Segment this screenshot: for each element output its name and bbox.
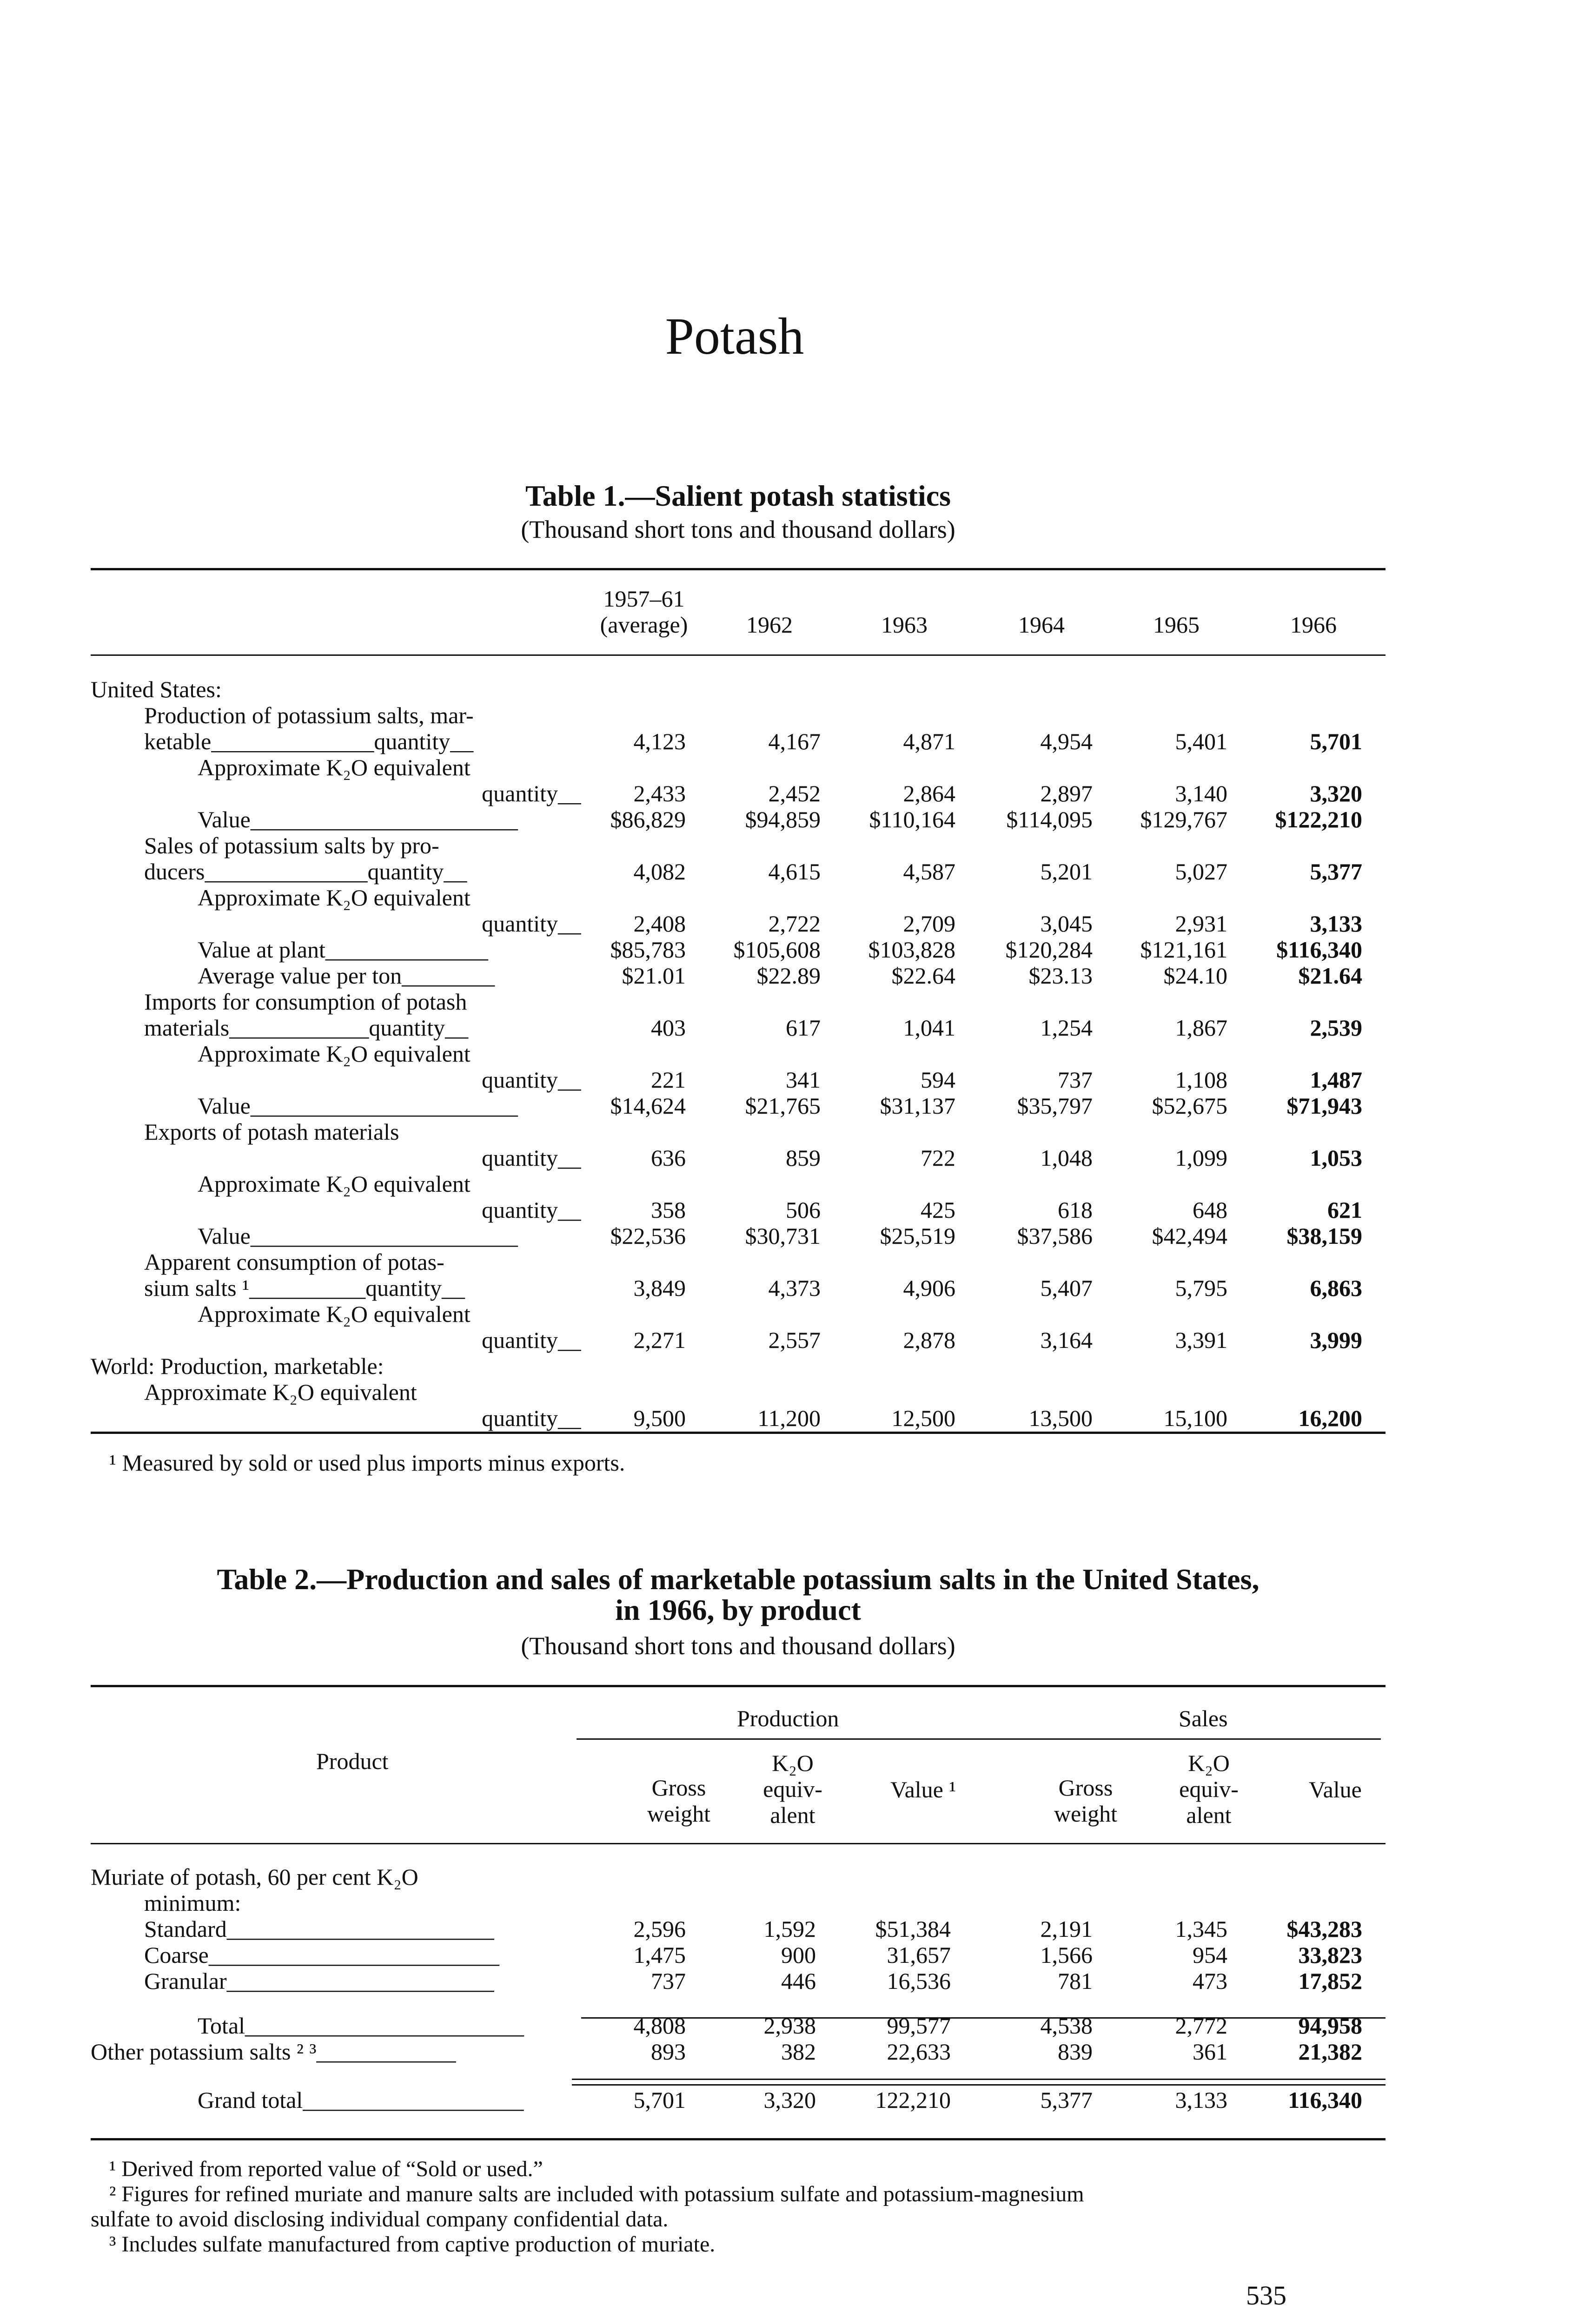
cell-value: 5,401 [1175, 728, 1227, 754]
cell-value: 11,200 [757, 1405, 821, 1431]
table-row [91, 676, 1385, 702]
cell-value: 954 [1193, 1942, 1227, 1968]
cell-value: 99,577 [887, 2013, 951, 2039]
table1-top-rule [91, 568, 1385, 570]
table-row [91, 1916, 1385, 1942]
table2-header [91, 1692, 1385, 1841]
cell-value: 1,475 [633, 1942, 686, 1968]
cell-value: $43,283 [1286, 1916, 1362, 1942]
cell-value: 1,254 [1040, 1015, 1093, 1041]
cell-value: $51,384 [875, 1916, 951, 1942]
cell-value: $103,828 [868, 937, 955, 963]
row-label: quantity__ [482, 1067, 581, 1093]
table-row [91, 1041, 1385, 1067]
cell-value: 594 [921, 1067, 955, 1093]
cell-value: $31,137 [880, 1093, 955, 1119]
cell-value: 3,140 [1175, 780, 1227, 806]
table-row [91, 1171, 1385, 1197]
cell-value: $30,731 [745, 1223, 821, 1249]
table-row [91, 963, 1385, 989]
cell-value: 5,377 [1040, 2087, 1093, 2113]
cell-value: $105,608 [733, 937, 821, 963]
table-row [91, 2087, 1385, 2113]
row-label: Exports of potash materials [144, 1119, 399, 1145]
table2-subcaption: (Thousand short tons and thousand dollars) [521, 1632, 955, 1660]
table1-bottom-rule [91, 1432, 1385, 1434]
table-row [91, 911, 1385, 937]
table-row [91, 858, 1385, 885]
table1-header-rule [91, 654, 1385, 656]
table-row [91, 1015, 1385, 1041]
row-label: quantity__ [482, 1327, 581, 1353]
cell-value: 4,587 [903, 858, 955, 885]
footnote-2-cont: sulfate to avoid disclosing individual company confidential data. [91, 2207, 669, 2232]
table-row [91, 1275, 1385, 1301]
cell-value: 1,041 [903, 1015, 955, 1041]
cell-value: 5,377 [1310, 858, 1362, 885]
row-label: Total________________________ [198, 2013, 524, 2039]
cell-value: $42,494 [1152, 1223, 1227, 1249]
cell-value: 22,633 [887, 2039, 951, 2065]
row-label: sium salts ¹__________quantity__ [144, 1275, 465, 1301]
cell-value: 15,100 [1163, 1405, 1227, 1431]
row-label: Other potassium salts ² ³____________ [91, 2039, 456, 2065]
cell-value: 618 [1058, 1197, 1093, 1223]
cell-value: 361 [1193, 2039, 1227, 2065]
table2-top-rule [91, 1685, 1385, 1687]
cell-value: 737 [651, 1968, 686, 1994]
cell-value: 4,123 [633, 728, 686, 754]
cell-value: 4,373 [768, 1275, 821, 1301]
cell-value: 16,200 [1298, 1405, 1362, 1431]
page-title: Potash [665, 308, 804, 365]
cell-value: $94,859 [745, 806, 821, 832]
table-row [91, 1093, 1385, 1119]
table-row [91, 754, 1385, 780]
cell-value: 13,500 [1028, 1405, 1093, 1431]
table-row [91, 1145, 1385, 1171]
cell-value: 1,108 [1175, 1067, 1227, 1093]
table2-grandtotal-rule-a [572, 2079, 1385, 2080]
col-header-product: Product [316, 1748, 389, 1774]
table-row [91, 2039, 1385, 2065]
cell-value: $71,943 [1286, 1093, 1362, 1119]
table-row [91, 1249, 1385, 1275]
cell-value: 21,382 [1298, 2039, 1362, 2065]
table-row [91, 1353, 1385, 1379]
table1-footnote: ¹ Measured by sold or used plus imports minus exports. [109, 1450, 625, 1476]
cell-value: 3,045 [1040, 911, 1093, 937]
cell-value: 2,433 [633, 780, 686, 806]
cell-value: $116,340 [1276, 937, 1362, 963]
table-row [91, 1119, 1385, 1145]
row-label: Imports for consumption of potash [144, 989, 467, 1015]
row-label: Granular_______________________ [144, 1968, 494, 1994]
cell-value: 648 [1193, 1197, 1227, 1223]
row-label: quantity__ [482, 1145, 581, 1171]
cell-value: 506 [786, 1197, 821, 1223]
cell-value: 221 [651, 1067, 686, 1093]
cell-value: 1,099 [1175, 1145, 1227, 1171]
row-label: Approximate K₂O equivalent [198, 1171, 471, 1197]
cell-value: 2,931 [1175, 911, 1227, 937]
cell-value: 5,701 [633, 2087, 686, 2113]
cell-value: $35,797 [1017, 1093, 1093, 1119]
table-row [91, 1301, 1385, 1327]
cell-value: $114,095 [1006, 806, 1093, 832]
cell-value: 446 [781, 1968, 816, 1994]
row-label: Approximate K₂O equivalent [198, 1041, 471, 1067]
cell-value: 737 [1058, 1067, 1093, 1093]
table-row [91, 1197, 1385, 1223]
cell-value: 3,999 [1310, 1327, 1362, 1353]
row-label: quantity__ [482, 911, 581, 937]
cell-value: $86,829 [610, 806, 686, 832]
row-label: Value_______________________ [198, 806, 518, 832]
cell-value: 341 [786, 1067, 821, 1093]
page-number: 535 [1246, 2280, 1286, 2311]
cell-value: 116,340 [1288, 2087, 1362, 2113]
col-header-1965: 1965 [1153, 612, 1200, 638]
row-label: Value_______________________ [198, 1223, 518, 1249]
cell-value: 2,772 [1175, 2013, 1227, 2039]
col-group-sales: Sales [1179, 1705, 1228, 1731]
col-header-1966: 1966 [1290, 612, 1337, 638]
cell-value: 2,539 [1310, 1015, 1362, 1041]
cell-value: 3,320 [1310, 780, 1362, 806]
table-row [91, 885, 1385, 911]
table1-header [91, 586, 1385, 646]
cell-value: $22.64 [891, 963, 955, 989]
cell-value: 122,210 [875, 2087, 951, 2113]
cell-value: 31,657 [887, 1942, 951, 1968]
table2-header-rule [91, 1843, 1385, 1844]
row-label: Coarse_________________________ [144, 1942, 499, 1968]
cell-value: 2,408 [633, 911, 686, 937]
cell-value: $25,519 [880, 1223, 955, 1249]
cell-value: 781 [1058, 1968, 1093, 1994]
cell-value: 1,053 [1310, 1145, 1362, 1171]
row-label: Approximate K₂O equivalent [198, 1301, 471, 1327]
cell-value: 3,164 [1040, 1327, 1093, 1353]
cell-value: 1,867 [1175, 1015, 1227, 1041]
cell-value: 403 [651, 1015, 686, 1041]
row-label: Approximate K₂O equivalent [198, 885, 471, 911]
cell-value: 2,709 [903, 911, 955, 937]
row-label: ketable______________quantity__ [144, 728, 474, 754]
cell-value: 4,871 [903, 728, 955, 754]
cell-value: $85,783 [610, 937, 686, 963]
table-row [91, 1327, 1385, 1353]
col-header-1963: 1963 [881, 612, 928, 638]
col-header-1962: 1962 [746, 612, 793, 638]
table2-bottom-rule [91, 2138, 1385, 2140]
table-row [91, 989, 1385, 1015]
row-label: quantity__ [482, 1197, 581, 1223]
cell-value: 617 [786, 1015, 821, 1041]
cell-value: 3,849 [633, 1275, 686, 1301]
row-label: Approximate K₂O equivalent [198, 754, 471, 780]
table-row [91, 1890, 1385, 1916]
table-row [91, 1379, 1385, 1405]
cell-value: 2,878 [903, 1327, 955, 1353]
row-label: quantity__ [482, 1405, 581, 1431]
cell-value: 33,823 [1298, 1942, 1362, 1968]
table1-body [91, 676, 1385, 1431]
table1-subcaption: (Thousand short tons and thousand dollars) [521, 515, 955, 543]
table2-footnotes [91, 2157, 1392, 2257]
table-row [91, 937, 1385, 963]
cell-value: 1,592 [763, 1916, 816, 1942]
row-label: Apparent consumption of potas- [144, 1249, 444, 1275]
cell-value: 4,906 [903, 1275, 955, 1301]
cell-value: 893 [651, 2039, 686, 2065]
row-label: United States: [91, 676, 222, 702]
table-row [91, 2013, 1385, 2039]
cell-value: 2,452 [768, 780, 821, 806]
cell-value: 4,082 [633, 858, 686, 885]
col-header-1964: 1964 [1018, 612, 1065, 638]
cell-value: 16,536 [887, 1968, 951, 1994]
cell-value: $110,164 [869, 806, 955, 832]
footnote-2: ² Figures for refined muriate and manure salts are included with potassium sulfate and potassium-magnesium [109, 2182, 1084, 2206]
cell-value: $37,586 [1017, 1223, 1093, 1249]
cell-value: 900 [781, 1942, 816, 1968]
cell-value: $14,624 [610, 1093, 686, 1119]
col-header-value-sales: Value [1309, 1776, 1362, 1802]
table2-grandtotal-rule-b [572, 2084, 1385, 2086]
cell-value: 3,391 [1175, 1327, 1227, 1353]
cell-value: 12,500 [891, 1405, 955, 1431]
row-label: Sales of potassium salts by pro- [144, 832, 439, 858]
cell-value: $122,210 [1275, 806, 1362, 832]
cell-value: $120,284 [1005, 937, 1093, 963]
cell-value: 2,864 [903, 780, 955, 806]
cell-value: 621 [1327, 1197, 1362, 1223]
footnote-3: ³ Includes sulfate manufactured from captive production of muriate. [109, 2232, 716, 2257]
cell-value: 636 [651, 1145, 686, 1171]
cell-value: $24.10 [1163, 963, 1227, 989]
cell-value: $129,767 [1140, 806, 1227, 832]
cell-value: 1,487 [1310, 1067, 1362, 1093]
col-group-production: Production [737, 1705, 839, 1731]
cell-value: 1,048 [1040, 1145, 1093, 1171]
cell-value: $21.64 [1298, 963, 1362, 989]
cell-value: 94,958 [1298, 2013, 1362, 2039]
cell-value: 5,201 [1040, 858, 1093, 885]
col-header-1957-61: 1957–61 (average) [600, 586, 688, 638]
cell-value: 2,191 [1040, 1916, 1093, 1942]
table-row [91, 1223, 1385, 1249]
row-label: ducers______________quantity__ [144, 858, 467, 885]
cell-value: 839 [1058, 2039, 1093, 2065]
cell-value: 722 [921, 1145, 955, 1171]
cell-value: 4,167 [768, 728, 821, 754]
cell-value: 4,808 [633, 2013, 686, 2039]
col-header-k2o-sales: K₂O equiv- alent [1179, 1750, 1239, 1828]
cell-value: $38,159 [1286, 1223, 1362, 1249]
cell-value: $52,675 [1152, 1093, 1227, 1119]
cell-value: $22,536 [610, 1223, 686, 1249]
table-row [91, 780, 1385, 806]
cell-value: 473 [1193, 1968, 1227, 1994]
cell-value: 2,271 [633, 1327, 686, 1353]
cell-value: 9,500 [633, 1405, 686, 1431]
table-row [91, 1067, 1385, 1093]
table-row [91, 1864, 1385, 1890]
table-row [91, 702, 1385, 728]
col-header-k2o-prod: K₂O equiv- alent [763, 1750, 822, 1828]
table2-caption: Table 2.—Production and sales of marketable potassium salts in the United States, in 1966, by product [217, 1563, 1260, 1626]
cell-value: 425 [921, 1197, 955, 1223]
cell-value: 5,407 [1040, 1275, 1093, 1301]
cell-value: $21.01 [622, 963, 686, 989]
cell-value: 3,133 [1175, 2087, 1227, 2113]
cell-value: 382 [781, 2039, 816, 2065]
cell-value: 17,852 [1298, 1968, 1362, 1994]
table-row [91, 832, 1385, 858]
row-label: Muriate of potash, 60 per cent K₂O [91, 1864, 418, 1890]
cell-value: 3,320 [763, 2087, 816, 2113]
row-label: Average value per ton________ [198, 963, 495, 989]
cell-value: 358 [651, 1197, 686, 1223]
cell-value: 4,538 [1040, 2013, 1093, 2039]
row-label: Value_______________________ [198, 1093, 518, 1119]
table2-body [91, 1864, 1385, 2113]
row-label: Standard_______________________ [144, 1916, 494, 1942]
row-label: minimum: [144, 1890, 241, 1916]
cell-value: 2,596 [633, 1916, 686, 1942]
row-label: Approximate K₂O equivalent [144, 1379, 417, 1405]
col-header-gross-sales: Gross weight [1054, 1775, 1118, 1827]
cell-value: 1,566 [1040, 1942, 1093, 1968]
cell-value: 5,701 [1310, 728, 1362, 754]
cell-value: 4,954 [1040, 728, 1093, 754]
row-label: materials____________quantity__ [144, 1015, 469, 1041]
table2-subtotal-rule [581, 2017, 1385, 2019]
table-row [91, 1942, 1385, 1968]
table-row [91, 728, 1385, 754]
cell-value: 5,795 [1175, 1275, 1227, 1301]
row-label: Production of potassium salts, mar- [144, 702, 474, 728]
cell-value: 5,027 [1175, 858, 1227, 885]
cell-value: 859 [786, 1145, 821, 1171]
cell-value: $22.89 [756, 963, 821, 989]
footnote-1: ¹ Derived from reported value of “Sold or used.” [109, 2157, 543, 2181]
cell-value: 4,615 [768, 858, 821, 885]
cell-value: $21,765 [745, 1093, 821, 1119]
cell-value: $23.13 [1028, 963, 1093, 989]
cell-value: 2,897 [1040, 780, 1093, 806]
table-row [91, 806, 1385, 832]
row-label: Value at plant______________ [198, 937, 488, 963]
cell-value: 1,345 [1175, 1916, 1227, 1942]
table-row [91, 1968, 1385, 1994]
cell-value: 2,938 [763, 2013, 816, 2039]
row-label: quantity__ [482, 780, 581, 806]
production-group-rule [577, 1738, 1381, 1740]
cell-value: 3,133 [1310, 911, 1362, 937]
cell-value: 2,722 [768, 911, 821, 937]
table-row [91, 1405, 1385, 1431]
cell-value: 6,863 [1310, 1275, 1362, 1301]
col-header-gross-prod: Gross weight [647, 1775, 711, 1827]
table1-caption: Table 1.—Salient potash statistics [525, 479, 951, 512]
cell-value: $121,161 [1140, 937, 1227, 963]
cell-value: 2,557 [768, 1327, 821, 1353]
col-header-value-prod: Value ¹ [890, 1776, 956, 1802]
row-label: World: Production, marketable: [91, 1353, 384, 1379]
row-label: Grand total___________________ [198, 2087, 524, 2113]
